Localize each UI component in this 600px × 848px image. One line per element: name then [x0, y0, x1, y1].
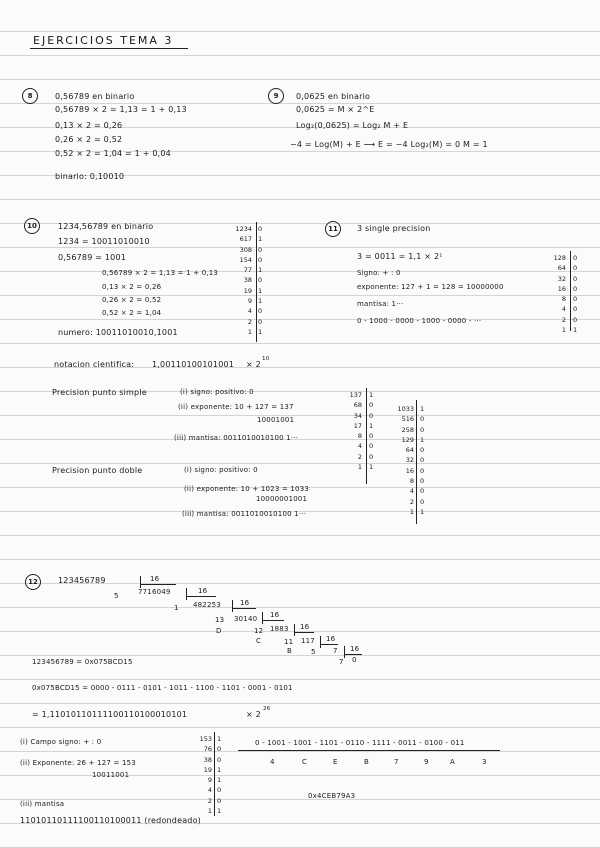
division-remainder: 1: [217, 776, 222, 785]
ex12-division-line: [214, 732, 215, 816]
exercise-8-number: 8: [22, 88, 38, 104]
division-dividend: 8: [357, 432, 362, 441]
division-remainder: 1: [369, 463, 374, 472]
division-dividend: 2: [207, 796, 212, 805]
ex12-div-bar: [344, 646, 345, 658]
exercise-12-number: 12: [25, 574, 41, 590]
division-dividend: 4: [247, 307, 252, 316]
division-dividend: 1: [207, 807, 212, 816]
ex10-frac-line: 0,52 × 2 = 1,04: [102, 309, 162, 317]
division-dividend: 1234: [235, 225, 252, 233]
title-underline: [30, 48, 188, 49]
division-dividend: 2: [357, 452, 362, 461]
division-dividend: 129: [401, 435, 414, 444]
ex9-heading: 0,0625 en binario: [296, 92, 371, 101]
ex12-quotient: 1883: [270, 625, 289, 633]
ex12-exponente-bin: 10011001: [92, 771, 130, 779]
doble-division-dividends: [392, 404, 414, 517]
ex12-div-bar: [186, 596, 216, 597]
division-dividend: 8: [561, 295, 566, 304]
ex12-hex-digit: E: [333, 758, 338, 766]
ex12-sci-exp-base: × 2: [246, 710, 261, 719]
simple-division-line: [366, 388, 367, 484]
division-dividend: 154: [239, 255, 252, 264]
division-dividend: 4: [409, 487, 414, 496]
ex10-heading: 1234,56789 en binario: [58, 222, 154, 231]
division-dividend: 17: [353, 421, 362, 430]
simple-label: Precision punto simple: [52, 388, 147, 397]
ex12-bin: 0x075BCD15 = 0000 - 0111 - 0101 - 1011 - 1100 - 1101 - 0001 - 0101: [32, 684, 293, 692]
division-remainder: 0: [573, 295, 578, 304]
ex12-div-bar: [294, 632, 314, 633]
division-remainder: 0: [420, 415, 425, 424]
division-dividend: 516: [401, 415, 414, 424]
ex11-division-dividends: [548, 253, 566, 335]
ex12-sci: = 1,11010110111100110100010101: [32, 710, 188, 719]
ex12-divisor: 16: [198, 587, 208, 595]
division-dividend: 19: [203, 765, 212, 774]
division-dividend: 4: [357, 442, 362, 451]
ex10-line1: 1234 = 10011010010: [58, 237, 150, 246]
division-dividend: 1: [357, 463, 362, 472]
ex12-hex-digit: 7: [394, 758, 399, 766]
notacion-exp-base: × 2: [246, 360, 261, 369]
division-dividend: 2: [247, 317, 252, 326]
division-dividend: 38: [203, 755, 212, 764]
ex12-divisor: 16: [270, 611, 280, 619]
ex12-final-hex: 0x4CEB79A3: [308, 792, 356, 800]
ex12-hex-digit: 3: [482, 758, 487, 766]
division-dividend: 2: [409, 497, 414, 506]
ex12-division-dividends: [196, 734, 212, 816]
division-remainder: 0: [369, 442, 374, 451]
division-remainder: 0: [573, 274, 578, 283]
ex10-division-dividends: [222, 224, 252, 337]
ex12-div-bar: [262, 612, 263, 624]
division-dividend: 1: [409, 507, 414, 516]
ex12-hex-letter: C: [256, 637, 262, 645]
division-dividend: 76: [203, 745, 212, 754]
simple-mantisa: (iii) mantisa: 0011010010100 1···: [174, 434, 299, 442]
division-remainder: 0: [369, 411, 374, 420]
notacion-label: notacion cientifica:: [54, 360, 135, 369]
division-dividend: 153: [199, 735, 212, 743]
doble-division-remainders: [420, 404, 428, 517]
ex12-bits-bracket: [238, 750, 500, 751]
division-remainder: 0: [258, 276, 263, 285]
division-remainder: 0: [420, 487, 425, 496]
ex11-heading: 3 single precision: [357, 224, 431, 233]
ex12-hex-digit: 4: [270, 758, 275, 766]
simple-signo: (i) signo: positivo: 0: [180, 388, 254, 396]
ex10-line2: 0,56789 = 1001: [58, 253, 127, 262]
ex12-divisor: 16: [350, 645, 360, 653]
ex12-divisor: 16: [150, 575, 160, 583]
division-dividend: 64: [405, 446, 414, 455]
division-dividend: 128: [553, 254, 566, 262]
division-dividend: 8: [409, 477, 414, 486]
division-remainder: 0: [258, 225, 263, 233]
ex8-result: binario: 0,10010: [55, 172, 125, 181]
ex12-divisor: 16: [240, 599, 250, 607]
ex11-line: 3 = 0011 = 1,1 × 2¹: [357, 252, 443, 261]
division-remainder: 0: [369, 452, 374, 461]
division-remainder: 1: [369, 421, 374, 430]
ex12-remainder: 11: [284, 638, 294, 646]
ex10-frac-line: 0,26 × 2 = 0,52: [102, 296, 162, 304]
ex12-remainder: 5: [311, 648, 316, 656]
ex12-quotient: 0: [352, 656, 357, 664]
page-title: EJERCICIOS TEMA 3: [33, 34, 174, 47]
ex12-hex-letter: D: [216, 627, 222, 635]
division-dividend: 137: [349, 391, 362, 399]
ex12-dividend: 123456789: [58, 576, 106, 585]
ex12-div-bar: [232, 608, 256, 609]
simple-division-remainders: [369, 390, 377, 472]
division-dividend: 2: [561, 315, 566, 324]
division-dividend: 4: [561, 305, 566, 314]
ex12-hex-digit: 9: [424, 758, 429, 766]
ex12-divisor: 16: [326, 635, 336, 643]
division-remainder: 0: [420, 456, 425, 465]
division-dividend: 1033: [397, 405, 414, 413]
division-dividend: 77: [243, 266, 252, 275]
division-dividend: 64: [557, 264, 566, 273]
ex12-mantisa: 11010110111100110100011 (redondeado): [20, 816, 202, 825]
ex12-div-bar: [262, 620, 284, 621]
ex8-line: 0,26 × 2 = 0,52: [55, 135, 123, 144]
ex12-mantisa-label: (iii) mantisa: [20, 800, 65, 808]
ex10-frac-line: 0,56789 × 2 = 1,13 = 1 + 0,13: [102, 269, 219, 277]
division-dividend: 32: [557, 274, 566, 283]
ex12-hex-digit: C: [302, 758, 308, 766]
ex10-division-line: [256, 222, 257, 342]
ex12-remainder: 5: [114, 592, 119, 600]
division-dividend: 258: [401, 425, 414, 434]
ex12-remainder: 1: [174, 604, 179, 612]
division-dividend: 9: [247, 297, 252, 306]
ex11-line: 0 - 1000 - 0000 - 1000 - 0000 - ···: [357, 317, 482, 325]
ex9-line: 0,0625 = M × 2^E: [296, 105, 375, 114]
ex12-exponente: (ii) Exponente: 26 + 127 = 153: [20, 759, 136, 767]
ex11-line: Signo: + : 0: [357, 269, 401, 277]
division-remainder: 1: [258, 286, 263, 295]
simple-division-dividends: [346, 390, 362, 472]
division-remainder: 0: [420, 446, 425, 455]
ex12-quotient: 117: [301, 637, 315, 645]
division-remainder: 1: [420, 507, 425, 516]
division-remainder: 1: [573, 326, 578, 335]
division-remainder: 0: [258, 245, 263, 254]
ex12-div-bar: [320, 636, 321, 648]
division-dividend: 32: [405, 456, 414, 465]
ex12-quotient: 30140: [234, 615, 258, 623]
ex12-hex-digit: A: [450, 758, 455, 766]
ex9-line: Log₂(0,0625) = Log₂ M + E: [296, 121, 409, 130]
division-remainder: 0: [217, 796, 222, 805]
ex8-line: 0,52 × 2 = 1,04 = 1 + 0,04: [55, 149, 171, 158]
exercise-10-number: 10: [24, 218, 40, 234]
ex12-bits: 0 - 1001 - 1001 - 1101 - 0110 - 1111 - 0011 - 0100 - 011: [255, 739, 465, 747]
ex8-heading: 0,56789 en binario: [55, 92, 135, 101]
division-remainder: 1: [258, 327, 263, 336]
division-remainder: 0: [217, 745, 222, 754]
doble-mantisa: (iii) mantisa: 0011010010100 1···: [182, 510, 307, 518]
ex12-div-bar: [344, 654, 362, 655]
doble-signo: (i) signo: positivo: 0: [184, 466, 258, 474]
ex10-frac-line: 0,13 × 2 = 0,26: [102, 283, 162, 291]
ex12-remainder: 7: [339, 658, 344, 666]
ex12-div-bar: [140, 576, 141, 588]
division-dividend: 38: [243, 276, 252, 285]
ex12-div-bar: [232, 600, 233, 612]
division-remainder: 0: [217, 755, 222, 764]
division-remainder: 1: [420, 405, 425, 413]
ex9-line: −4 = Log(M) + E ⟶ E = −4 Log₂(M) = 0 M = 1: [290, 140, 488, 149]
division-remainder: 1: [258, 235, 263, 244]
division-dividend: 16: [557, 284, 566, 293]
division-dividend: 1: [561, 326, 566, 335]
division-remainder: 0: [420, 425, 425, 434]
division-remainder: 0: [258, 307, 263, 316]
division-remainder: 0: [258, 255, 263, 264]
ex12-div-bar: [140, 584, 176, 585]
doble-division-line: [416, 400, 417, 524]
division-remainder: 0: [420, 477, 425, 486]
division-dividend: 9: [207, 776, 212, 785]
division-remainder: 1: [258, 297, 263, 306]
ex12-quotient: 7716049: [138, 588, 171, 596]
division-remainder: 0: [420, 497, 425, 506]
exercise-11-number: 11: [325, 221, 341, 237]
division-dividend: 68: [353, 401, 362, 410]
ex12-div-bar: [294, 624, 295, 636]
ex12-division-remainders: [217, 734, 225, 816]
doble-label: Precision punto doble: [52, 466, 143, 475]
division-dividend: 308: [239, 245, 252, 254]
division-remainder: 1: [217, 735, 222, 743]
ex11-line: mantisa: 1···: [357, 300, 404, 308]
division-remainder: 0: [369, 432, 374, 441]
division-dividend: 617: [239, 235, 252, 244]
ex12-quotient: 7: [333, 647, 338, 655]
division-remainder: 0: [573, 254, 578, 262]
ex11-line: exponente: 127 + 1 = 128 = 10000000: [357, 283, 504, 291]
ex12-remainder: 13: [215, 616, 225, 624]
ex12-campo-signo: (i) Campo signo: + : 0: [20, 738, 102, 746]
division-dividend: 1: [247, 327, 252, 336]
ex12-hex-digit: B: [364, 758, 370, 766]
division-remainder: 0: [573, 264, 578, 273]
ex12-hex-letter: B: [287, 647, 293, 655]
notacion-exp: 10: [262, 356, 270, 362]
ex12-sci-exp: 26: [263, 706, 271, 712]
ex11-division-remainders: [573, 253, 581, 335]
simple-exponente: (ii) exponente: 10 + 127 = 137: [178, 403, 294, 411]
division-remainder: 1: [217, 765, 222, 774]
division-remainder: 1: [217, 807, 222, 816]
division-dividend: 34: [353, 411, 362, 420]
division-dividend: 16: [405, 466, 414, 475]
ex12-remainder: 12: [254, 627, 264, 635]
division-remainder: 0: [258, 317, 263, 326]
division-remainder: 1: [369, 391, 374, 399]
division-remainder: 0: [369, 401, 374, 410]
ex11-division-line: [570, 251, 571, 331]
exercise-9-number: 9: [268, 88, 284, 104]
division-remainder: 0: [217, 786, 222, 795]
division-dividend: 19: [243, 286, 252, 295]
ex8-line: 0,13 × 2 = 0,26: [55, 121, 123, 130]
division-remainder: 1: [258, 266, 263, 275]
notacion-value: 1,00110100101001: [152, 360, 235, 369]
simple-exponente-bin: 10001001: [257, 416, 295, 424]
ex12-div-bar: [320, 644, 338, 645]
ex12-quotient: 482253: [193, 601, 221, 609]
ex10-division-remainders: [258, 224, 266, 337]
ex8-line: 0,56789 × 2 = 1,13 = 1 + 0,13: [55, 105, 187, 114]
division-dividend: 4: [207, 786, 212, 795]
division-remainder: 0: [573, 284, 578, 293]
ex12-divisor: 16: [300, 623, 310, 631]
ex12-hex: 123456789 = 0x075BCD15: [32, 658, 133, 666]
ex12-div-bar: [186, 588, 187, 600]
division-remainder: 0: [573, 305, 578, 314]
division-remainder: 0: [420, 466, 425, 475]
ex10-numero: numero: 10011010010,1001: [58, 328, 178, 337]
doble-exponente: (ii) exponente: 10 + 1023 = 1033: [184, 485, 310, 493]
division-remainder: 0: [573, 315, 578, 324]
division-remainder: 1: [420, 435, 425, 444]
doble-exponente-bin: 10000001001: [256, 495, 308, 503]
